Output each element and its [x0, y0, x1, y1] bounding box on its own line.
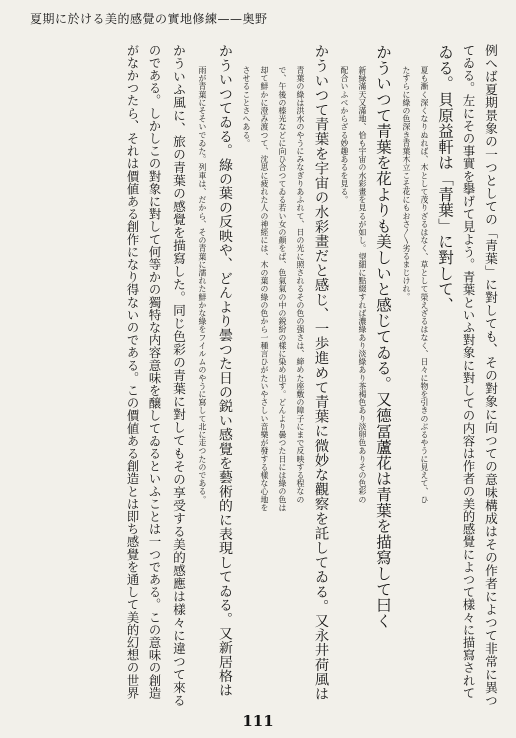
text-column: のである。しかしこの對象に對して何等かの獨特な内容意味を醸してゐるといふことは一つである。この意味の創造: [147, 44, 161, 700]
text-column: で、午後の榛光などに向ひ合つてゐる若い女の顏をば、色氣氣の中の鋭紛の樣に染め出す。どんより曇つた日には綠の色は: [278, 66, 287, 512]
text-column: 配合いふべからざる妙趣あるを見る。: [340, 66, 349, 204]
text-column: ゐる。貝原益軒は「青葉」に對して、: [436, 44, 454, 313]
text-column: 例へば夏期景象の一つとしての「青葉」に對しても、その對象に向つての意味構成はその作者によつて非常に異つ: [483, 44, 498, 707]
text-column: かういつて青葉を宇宙の水彩畫だと感じ、一歩進めて青葉に微妙な觀察を託してゐる。又永井荷風は: [313, 44, 329, 701]
text-column: 青葉の綠は洪水のやうにみなぎりあふれて、日の光に照されるその色の强さは、締めた座敷の障子にまで反映する程なの: [296, 66, 305, 504]
page-number: 111: [242, 712, 274, 730]
running-head: 夏期に於ける美的感覺の實地修練——奥野: [30, 12, 268, 26]
text-column: てゐる。左にその事實を擧げて見よう。青葉といふ對象に對しての内容は作者の美的感覺によつて樣々に描寫されて: [461, 44, 475, 700]
text-column: 新緑滿天又滿地、恰も宇宙の水彩畫を見るが如し。望細に點綴すれば濃綠あり淡綠あり茶褐色あり淡卵色ありその色彩の: [358, 66, 367, 504]
text-column: 夏も漸く深くなりぬれば、木として茂りざるはなく、草として榮えざるはなく、日々に物を引きのぶるやうに見えて、ひ: [420, 66, 429, 504]
body-text: [22, 44, 496, 708]
text-column: かういつて青葉を花よりも美しいと感じてゐる。又德冨蘆花は青葉を描寫して曰く: [374, 44, 392, 629]
text-column: 却て鮮かに澄み渡つて、沈思に疲れた人の神經には、木の葉の綠の色から一種言ひがたいやさしい音樂が發する樣な心地を: [260, 66, 269, 512]
text-column: させることさへある。: [242, 66, 251, 147]
text-column: 雨が青葉にそそいでゐた。列車は、だから、その青葉に濡れた鮮かな綠をフイルムのやうに寫して北に走つたのである。: [198, 66, 207, 504]
text-column: かういつてゐる。綠の葉の反映や、どんより曇つた日の鋭い感覺を藝術的に表現してゐる。又新居格は: [216, 44, 232, 698]
text-column: たすらに綠の色深き青葉木立こそ花にもおさ〳〵劣るまじけれ。: [402, 66, 411, 301]
text-column: かういふ風に、旅の青葉の感覺を描寫した。同じ色彩の青葉に對してもその享受する美的感應は樣々に違つて來る: [171, 44, 186, 707]
text-column: がなかつたら、それは價値ある創作になり得ないのである。この價値ある創造とは即ち感覺を通して美的幻想の世界: [125, 44, 139, 700]
